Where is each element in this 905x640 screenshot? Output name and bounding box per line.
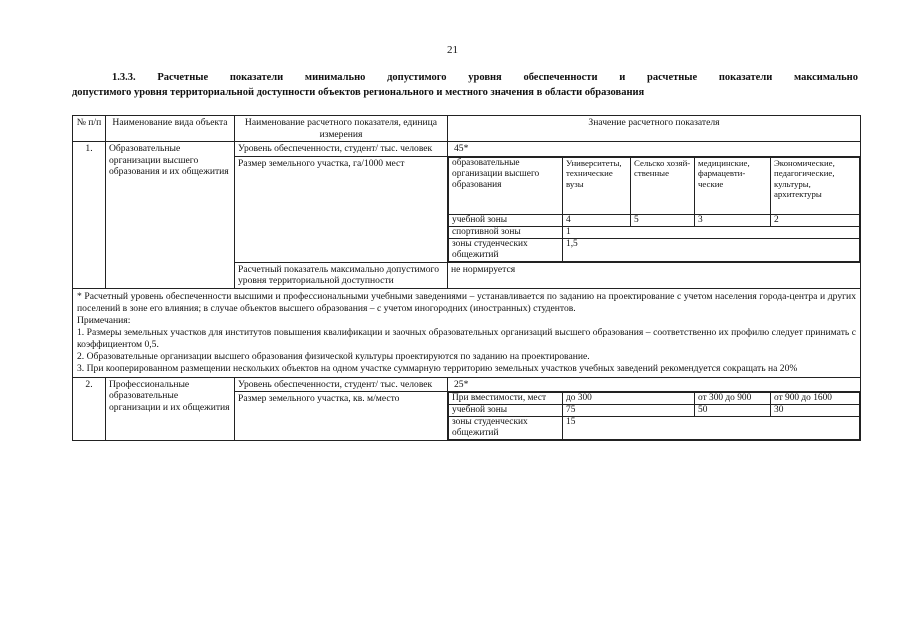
row2-dorm-zone-value: 15 [563, 417, 860, 440]
subtable-row-dorm-zone [449, 238, 860, 261]
row1-indicator-provision: Уровень обеспеченности, студент/ тыс. человек [235, 142, 448, 157]
notes-title: Примечания: [77, 314, 131, 326]
capacity-c2: от 300 до 900 [695, 393, 771, 405]
row2-indicator-provision: Уровень обеспеченности, студент/ тыс. человек [235, 377, 448, 392]
row2-dorm-zone-label: зоны студенческих общежитий [449, 417, 563, 440]
row2-study-zone-v3: 30 [771, 405, 860, 417]
table-row [73, 142, 861, 157]
note-3: 3. При кооперированном размещении нескольких объектов на одном участке суммарную территорию земельных участков учебных заведений рекомендуется сокращать на 20% [77, 362, 798, 374]
sub-col-medical: медицинские, фармацевти-ческие [695, 157, 771, 214]
row1-value-access: не нормируется [448, 262, 861, 288]
subtable-row-sport-zone [449, 226, 860, 238]
row1-indicator-land: Размер земельного участка, га/1000 мест [235, 156, 448, 262]
sub-col-universities: Университеты, технические вузы [563, 157, 631, 214]
sport-zone-value: 1 [563, 226, 860, 238]
row2-object-type: Профессиональные образовательные организации и их общежития [106, 377, 235, 441]
heading-line-2: допустимого уровня территориальной доступности объектов регионального и местного значения в области образования [72, 87, 645, 98]
row1-indicator-access: Расчетный показатель максимально допустимого уровня территориальной доступности [235, 262, 448, 288]
row2-value-provision: 25* [448, 377, 861, 392]
note-star: * Расчетный уровень обеспеченности высшими и профессиональными учебными заведениями – устанавливается по заданию на проектирование с учетом населения города-центра и других поселений в зоне его влияния; в случае объектов высшего образования – с учетом иногородних (иностранных) студентов. [77, 290, 856, 314]
sub-col-agricultural: Сельско хозяй-ственные [631, 157, 695, 214]
row2-study-zone-v1: 75 [563, 405, 695, 417]
subtable-row-study-zone [449, 405, 860, 417]
study-zone-v3: 3 [695, 214, 771, 226]
study-zone-v1: 4 [563, 214, 631, 226]
row1-value-provision: 45* [448, 142, 861, 157]
capacity-c3: от 900 до 1600 [771, 393, 860, 405]
subtable-row-study-zone [449, 214, 860, 226]
row2-land-subtable [448, 392, 860, 440]
note-1: 1. Размеры земельных участков для институтов повышения квалификации и заочных образовательных организаций высшего образования – соответственно их профилю следует принимать с коэффициентом 0,5. [77, 326, 856, 350]
row1-land-subtable [448, 157, 860, 262]
table-header-row [73, 116, 861, 142]
study-zone-v4: 2 [771, 214, 860, 226]
dorm-zone-value: 1,5 [563, 238, 860, 261]
note-2: 2. Образовательные организации высшего образования физической культуры проектируются по заданию на проектирование. [77, 350, 590, 362]
page-number: 21 [447, 44, 458, 56]
header-num: № п/п [73, 116, 106, 142]
section-heading [72, 70, 858, 100]
subtable-capacity-row [449, 393, 860, 405]
row2-study-zone-v2: 50 [695, 405, 771, 417]
capacity-c1: до 300 [563, 393, 695, 405]
row2-study-zone-label: учебной зоны [449, 405, 563, 417]
study-zone-label: учебной зоны [449, 214, 563, 226]
study-zone-v2: 5 [631, 214, 695, 226]
heading-line-1: 1.3.3. Расчетные показатели минимально допустимого уровня обеспеченности и расчетные показатели максимально [112, 72, 858, 83]
capacity-label: При вместимости, мест [449, 393, 563, 405]
row2-num: 2. [73, 377, 106, 441]
header-object-type: Наименование вида объекта [106, 116, 235, 142]
subtable-header-row [449, 157, 860, 214]
row2-indicator-land: Размер земельного участка, кв. м/место [235, 392, 448, 441]
dorm-zone-label: зоны студенческих общежитий [449, 238, 563, 261]
standards-table [72, 115, 861, 441]
row1-object-type: Образовательные организации высшего образования и их общежития [106, 142, 235, 289]
row2-land-values [448, 392, 861, 441]
row1-num: 1. [73, 142, 106, 289]
table-row [73, 377, 861, 392]
subtable-row-dorm-zone [449, 417, 860, 440]
notes-row [73, 288, 861, 377]
sport-zone-label: спортивной зоны [449, 226, 563, 238]
header-value: Значение расчетного показателя [448, 116, 861, 142]
header-indicator: Наименование расчетного показателя, единица измерения [235, 116, 448, 142]
row1-land-values [448, 156, 861, 262]
sub-col-economic: Экономические, педагогические, культуры, архитектуры [771, 157, 860, 214]
sub-label-orgs: образовательные организации высшего образования [449, 157, 563, 214]
notes-cell [73, 288, 861, 377]
